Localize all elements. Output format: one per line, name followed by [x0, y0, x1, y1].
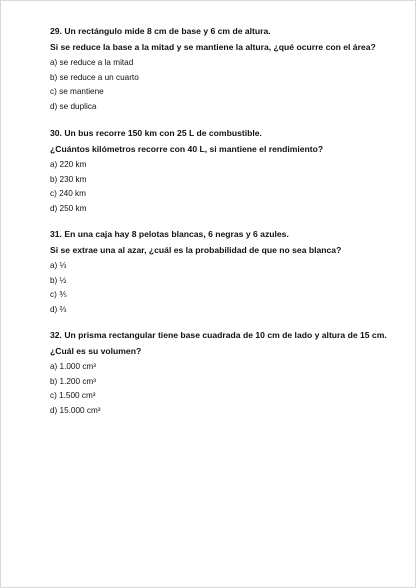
option-b: b) se reduce a un cuarto — [50, 72, 139, 82]
question-number: 29. — [50, 26, 62, 36]
question-32 — [50, 328, 400, 418]
question-30 — [50, 126, 400, 216]
option-a: a) 220 km — [50, 160, 87, 169]
question-prompt: ¿Cuál es su volumen? — [50, 346, 142, 356]
question-number: 32. — [50, 330, 62, 340]
question-statement — [50, 227, 400, 241]
statement-text: Un rectángulo mide 8 cm de base y 6 cm de altura. — [64, 26, 271, 36]
question-statement — [50, 24, 400, 38]
option-d: d) 15.000 cm³ — [50, 405, 101, 415]
question-statement — [50, 126, 400, 140]
option-a: a) ⅓ — [50, 261, 67, 270]
option-a: a) se reduce a la mitad — [50, 58, 134, 67]
question-prompt: Si se extrae una al azar, ¿cuál es la probabilidad de que no sea blanca? — [50, 245, 342, 255]
statement-text: Un bus recorre 150 km con 25 L de combustible. — [64, 128, 262, 138]
question-number: 31. — [50, 229, 62, 239]
question-31 — [50, 227, 400, 317]
option-d: d) se duplica — [50, 101, 97, 111]
option-c: c) se mantiene — [50, 87, 104, 96]
question-statement — [50, 328, 400, 342]
option-c: c) 240 km — [50, 189, 86, 198]
option-a: a) 1.000 cm³ — [50, 362, 96, 371]
option-c: c) 1.500 cm³ — [50, 391, 96, 400]
option-d: d) ⅔ — [50, 304, 67, 314]
option-b: b) 1.200 cm³ — [50, 376, 96, 386]
question-number: 30. — [50, 128, 62, 138]
option-b: b) 230 km — [50, 174, 87, 184]
question-prompt: Si se reduce la base a la mitad y se mantiene la altura, ¿qué ocurre con el área? — [50, 42, 376, 52]
statement-text: Un prisma rectangular tiene base cuadrada de 10 cm de lado y altura de 15 cm. — [64, 330, 387, 340]
option-c: c) ⅗ — [50, 290, 68, 299]
question-29 — [50, 24, 400, 114]
option-d: d) 250 km — [50, 203, 87, 213]
statement-text: En una caja hay 8 pelotas blancas, 6 negras y 6 azules. — [64, 229, 289, 239]
question-prompt: ¿Cuántos kilómetros recorre con 40 L, si mantiene el rendimiento? — [50, 144, 324, 154]
option-b: b) ½ — [50, 275, 67, 285]
